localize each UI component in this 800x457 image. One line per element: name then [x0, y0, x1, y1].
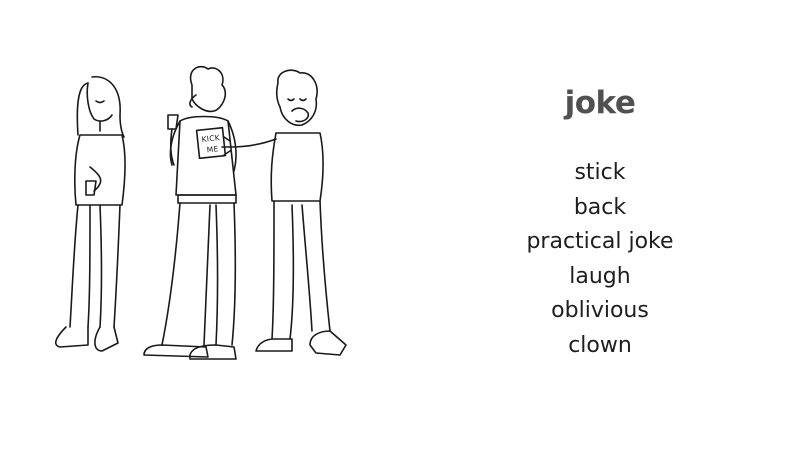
prank-scene-drawing [30, 55, 370, 375]
vocabulary-title: joke [564, 85, 636, 121]
illustration-prank-scene [30, 55, 370, 375]
vocabulary-list [500, 156, 700, 363]
note-line1: KICK [201, 133, 221, 144]
vocabulary-word: stick [574, 160, 626, 185]
victim-figure [144, 67, 236, 359]
vocabulary-word: laugh [569, 263, 631, 289]
prankster-figure [222, 70, 346, 355]
vocabulary-word: practical joke [526, 229, 674, 254]
vocabulary-panel [500, 80, 700, 363]
note-line2: ME [206, 144, 219, 155]
woman-figure [56, 77, 125, 351]
vocabulary-word: oblivious [551, 298, 649, 323]
vocabulary-word: clown [568, 332, 632, 358]
vocabulary-word: back [573, 194, 627, 220]
